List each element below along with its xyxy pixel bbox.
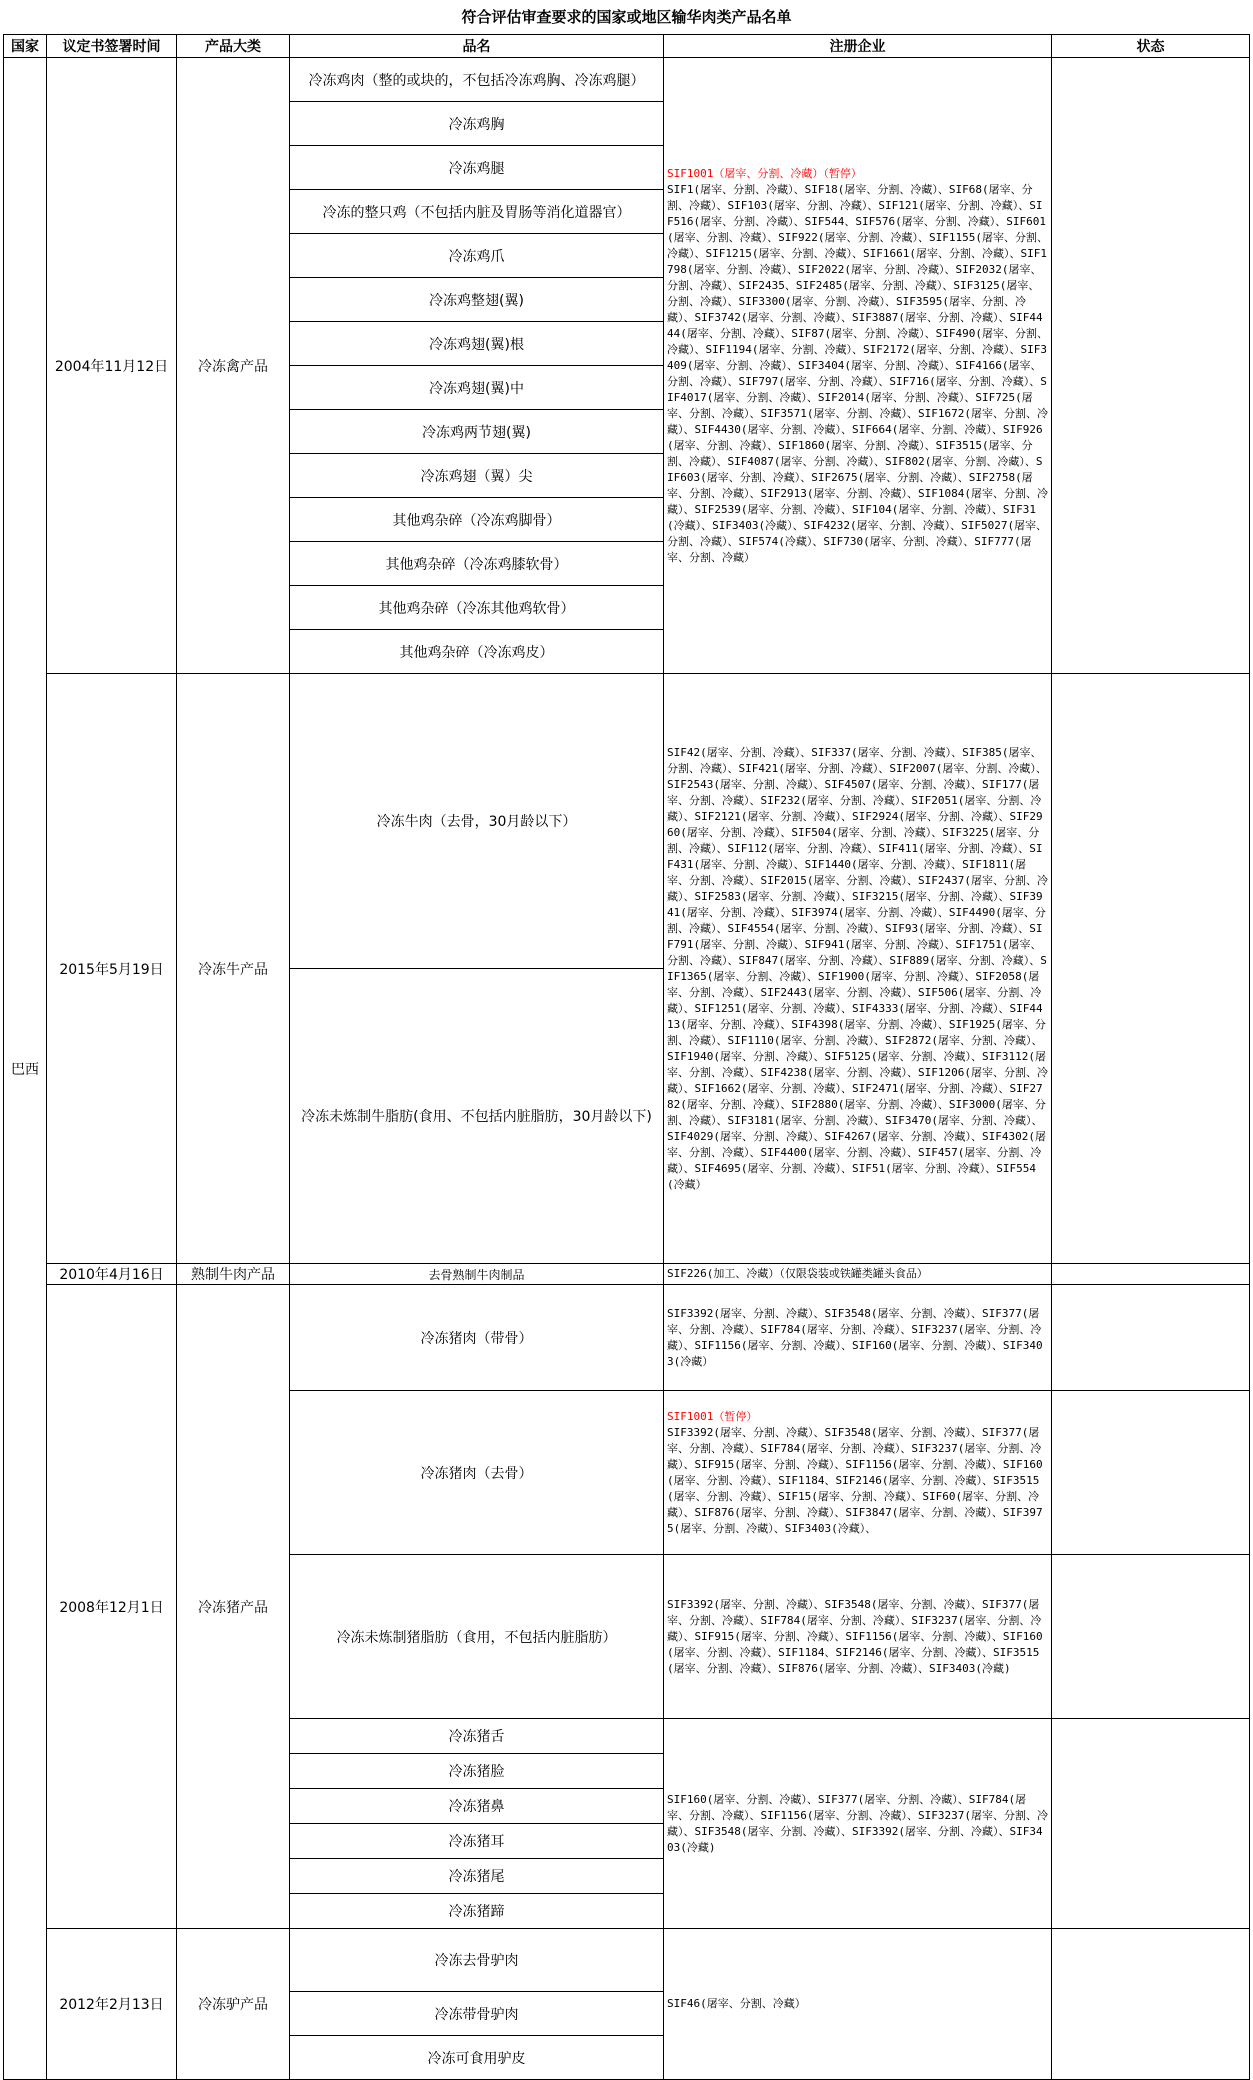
enterprise-cell: SIF160(屠宰、分割、冷藏）、SIF377(屠宰、分割、冷藏）、SIF784(屠宰、分割、冷藏）、SIF1156(屠宰、分割、冷藏）、SIF3237(屠宰、分割、冷藏）、SIF3548(屠宰、分割、冷藏）、SIF3392(屠宰、分割、冷藏）、SIF3403(冷藏) (664, 1719, 1052, 1929)
status-cell (1052, 1285, 1250, 1391)
product-cell: 冷冻鸡翅(翼)根 (290, 322, 664, 366)
table-row (4, 1929, 1250, 1992)
enterprise-cell (664, 58, 1052, 674)
product-cell: 冷冻鸡整翅(翼) (290, 278, 664, 322)
product-cell: 冷冻鸡翅（翼）尖 (290, 454, 664, 498)
date-cell: 2010年4月16日 (47, 1264, 177, 1285)
product-cell: 冷冻的整只鸡（不包括内脏及胃肠等消化道器官） (290, 190, 664, 234)
product-cell: 其他鸡杂碎（冷冻鸡脚骨） (290, 498, 664, 542)
status-cell (1052, 1391, 1250, 1555)
header-country: 国家 (4, 35, 47, 58)
product-cell: 冷冻猪耳 (290, 1824, 664, 1859)
date-cell: 2004年11月12日 (47, 58, 177, 674)
product-cell: 冷冻鸡翅(翼)中 (290, 366, 664, 410)
enterprise-list: SIF3392(屠宰、分割、冷藏）、SIF3548(屠宰、分割、冷藏）、SIF377(屠宰、分割、冷藏）、SIF784(屠宰、分割、冷藏）、SIF3237(屠宰、分割、冷藏）、SIF915(屠宰、分割、冷藏）、SIF1156(屠宰、分割、冷藏）、SIF160(屠宰、分割、冷藏）、SIF1184、SIF2146(屠宰、分割、冷藏）、SIF3515(屠宰、分割、冷藏）、SIF15(屠宰、分割、冷藏）、SIF60(屠宰、分割、冷藏）、SIF876(屠宰、分割、冷藏）、SIF3847(屠宰、分割、冷藏）、SIF3975(屠宰、分割、冷藏）、SIF3403(冷藏）、 (667, 1425, 1043, 1535)
category-cell: 熟制牛肉产品 (177, 1264, 290, 1285)
status-cell (1052, 58, 1250, 674)
header-status: 状态 (1052, 35, 1250, 58)
country-cell: 巴西 (4, 58, 47, 2080)
product-cell: 冷冻带骨驴肉 (290, 1992, 664, 2036)
header-category: 产品大类 (177, 35, 290, 58)
product-cell: 其他鸡杂碎（冷冻鸡皮） (290, 630, 664, 674)
enterprise-cell (664, 1391, 1052, 1555)
product-cell: 其他鸡杂碎（冷冻鸡膝软骨） (290, 542, 664, 586)
header-row (4, 35, 1250, 58)
product-cell: 冷冻猪蹄 (290, 1894, 664, 1929)
product-table (3, 34, 1250, 2080)
status-cell (1052, 1929, 1250, 2080)
category-cell: 冷冻猪产品 (177, 1285, 290, 1929)
product-cell: 冷冻猪舌 (290, 1719, 664, 1754)
enterprise-cell: SIF46(屠宰、分割、冷藏） (664, 1929, 1052, 2080)
enterprise-cell: SIF226(加工、冷藏）（仅限袋装或铁罐类罐头食品） (664, 1264, 1052, 1285)
enterprise-cell: SIF3392(屠宰、分割、冷藏）、SIF3548(屠宰、分割、冷藏）、SIF377(屠宰、分割、冷藏）、SIF784(屠宰、分割、冷藏）、SIF3237(屠宰、分割、冷藏）、SIF1156(屠宰、分割、冷藏）、SIF160(屠宰、分割、冷藏）、SIF3403(冷藏） (664, 1285, 1052, 1391)
status-cell (1052, 1719, 1250, 1929)
product-cell: 其他鸡杂碎（冷冻其他鸡软骨） (290, 586, 664, 630)
suspended-enterprise: SIF1001（屠宰、分割、冷藏）（暂停） (667, 166, 862, 180)
enterprise-cell: SIF42(屠宰、分割、冷藏）、SIF337(屠宰、分割、冷藏）、SIF385(屠宰、分割、冷藏）、SIF421(屠宰、分割、冷藏）、SIF2007(屠宰、分割、冷藏）、SIF2543(屠宰、分割、冷藏）、SIF4507(屠宰、分割、冷藏）、SIF177(屠宰、分割、冷藏）、SIF232(屠宰、分割、冷藏）、SIF2051(屠宰、分割、冷藏）、SIF2121(屠宰、分割、冷藏）、SIF2924(屠宰、分割、冷藏）、SIF2960(屠宰、分割、冷藏）、SIF504(屠宰、分割、冷藏）、SIF3225(屠宰、分割、冷藏）、SIF112(屠宰、分割、冷藏）、SIF411(屠宰、分割、冷藏）、SIF431(屠宰、分割、冷藏）、SIF1440(屠宰、分割、冷藏）、SIF1811(屠宰、分割、冷藏）、SIF2015(屠宰、分割、冷藏）、SIF2437(屠宰、分割、冷藏）、SIF2583(屠宰、分割、冷藏）、SIF3215(屠宰、分割、冷藏）、SIF3941(屠宰、分割、冷藏）、SIF3974(屠宰、分割、冷藏）、SIF4490(屠宰、分割、冷藏）、SIF4554(屠宰、分割、冷藏）、SIF93(屠宰、分割、冷藏）、SIF791(屠宰、分割、冷藏）、SIF941(屠宰、分割、冷藏）、SIF1751(屠宰、分割、冷藏）、SIF847(屠宰、分割、冷藏）、SIF889(屠宰、分割、冷藏）、SIF1365(屠宰、分割、冷藏）、SIF1900(屠宰、分割、冷藏）、SIF2058(屠宰、分割、冷藏）、SIF2443(屠宰、分割、冷藏）、SIF506(屠宰、分割、冷藏）、SIF1251(屠宰、分割、冷藏）、SIF4333(屠宰、分割、冷藏）、SIF4413(屠宰、分割、冷藏）、SIF4398(屠宰、分割、冷藏）、SIF1925(屠宰、分割、冷藏）、SIF1110(屠宰、分割、冷藏）、SIF2872(屠宰、分割、冷藏）、SIF1940(屠宰、分割、冷藏）、SIF5125(屠宰、分割、冷藏）、SIF3112(屠宰、分割、冷藏）、SIF4238(屠宰、分割、冷藏）、SIF1206(屠宰、分割、冷藏）、SIF1662(屠宰、分割、冷藏）、SIF2471(屠宰、分割、冷藏）、SIF2782(屠宰、分割、冷藏）、SIF2880(屠宰、分割、冷藏）、SIF3000(屠宰、分割、冷藏）、SIF3181(屠宰、分割、冷藏）、SIF3470(屠宰、分割、冷藏）、SIF4029(屠宰、分割、冷藏）、SIF4267(屠宰、分割、冷藏）、SIF4302(屠宰、分割、冷藏）、SIF4400(屠宰、分割、冷藏）、SIF457(屠宰、分割、冷藏）、SIF4695(屠宰、分割、冷藏）、SIF51(屠宰、分割、冷藏）、SIF554(冷藏） (664, 674, 1052, 1264)
enterprise-list: SIF1(屠宰、分割、冷藏）、SIF18(屠宰、分割、冷藏）、SIF68(屠宰、分割、冷藏）、SIF103(屠宰、分割、冷藏）、SIF121(屠宰、分割、冷藏）、SIF516(屠宰、分割、冷藏）、SIF544、SIF576(屠宰、分割、冷藏）、SIF601(屠宰、分割、冷藏）、SIF922(屠宰、分割、冷藏）、SIF1155(屠宰、分割、冷藏）、SIF1215(屠宰、分割、冷藏）、SIF1661(屠宰、分割、冷藏）、SIF1798(屠宰、分割、冷藏）、SIF2022(屠宰、分割、冷藏）、SIF2032(屠宰、分割、冷藏）、SIF2435、SIF2485(屠宰、分割、冷藏）、SIF3125(屠宰、分割、冷藏）、SIF3300(屠宰、分割、冷藏）、SIF3595(屠宰、分割、冷藏）、SIF3742(屠宰、分割、冷藏）、SIF3887(屠宰、分割、冷藏）、SIF4444(屠宰、分割、冷藏）、SIF87(屠宰、分割、冷藏）、SIF490(屠宰、分割、冷藏）、SIF1194(屠宰、分割、冷藏）、SIF2172(屠宰、分割、冷藏）、SIF3409(屠宰、分割、冷藏）、SIF3404(屠宰、分割、冷藏）、SIF4166(屠宰、分割、冷藏）、SIF797(屠宰、分割、冷藏）、SIF716(屠宰、分割、冷藏）、SIF4017(屠宰、分割、冷藏）、SIF2014(屠宰、分割、冷藏）、SIF725(屠宰、分割、冷藏）、SIF3571(屠宰、分割、冷藏）、SIF1672(屠宰、分割、冷藏）、SIF4430(屠宰、分割、冷藏）、SIF664(屠宰、分割、冷藏）、SIF926(屠宰、分割、冷藏）、SIF1860(屠宰、分割、冷藏）、SIF3515(屠宰、分割、冷藏）、SIF4087(屠宰、分割、冷藏）、SIF802(屠宰、分割、冷藏）、SIF603(屠宰、分割、冷藏）、SIF2675(屠宰、分割、冷藏）、SIF2758(屠宰、分割、冷藏）、SIF2913(屠宰、分割、冷藏）、SIF1084(屠宰、分割、冷藏）、SIF2539(屠宰、分割、冷藏）、SIF104(屠宰、分割、冷藏）、SIF31(冷藏）、SIF3403(冷藏）、SIF4232(屠宰、分割、冷藏）、SIF5027(屠宰、分割、冷藏）、SIF574(冷藏）、SIF730(屠宰、分割、冷藏）、SIF777(屠宰、分割、冷藏） (667, 182, 1048, 564)
date-cell: 2015年5月19日 (47, 674, 177, 1264)
product-cell: 冷冻未炼制牛脂肪(食用、不包括内脏脂肪，30月龄以下) (290, 969, 664, 1264)
product-cell: 冷冻猪肉（去骨） (290, 1391, 664, 1555)
date-cell: 2012年2月13日 (47, 1929, 177, 2080)
date-cell: 2008年12月1日 (47, 1285, 177, 1929)
category-cell: 冷冻禽产品 (177, 58, 290, 674)
header-enterprise: 注册企业 (664, 35, 1052, 58)
enterprise-cell: SIF3392(屠宰、分割、冷藏）、SIF3548(屠宰、分割、冷藏）、SIF377(屠宰、分割、冷藏）、SIF784(屠宰、分割、冷藏）、SIF3237(屠宰、分割、冷藏）、SIF915(屠宰、分割、冷藏）、SIF1156(屠宰、分割、冷藏）、SIF160(屠宰、分割、冷藏）、SIF1184、SIF2146(屠宰、分割、冷藏）、SIF3515(屠宰、分割、冷藏）、SIF876(屠宰、分割、冷藏）、SIF3403(冷藏) (664, 1555, 1052, 1719)
product-cell: 冷冻猪肉（带骨） (290, 1285, 664, 1391)
product-cell: 冷冻鸡爪 (290, 234, 664, 278)
table-row (4, 1285, 1250, 1391)
header-product: 品名 (290, 35, 664, 58)
product-cell: 冷冻鸡腿 (290, 146, 664, 190)
category-cell: 冷冻驴产品 (177, 1929, 290, 2080)
product-cell: 冷冻未炼制猪脂肪（食用，不包括内脏脂肪） (290, 1555, 664, 1719)
status-cell (1052, 674, 1250, 1264)
product-cell: 冷冻鸡两节翅(翼) (290, 410, 664, 454)
suspended-enterprise: SIF1001（暂停） (667, 1409, 758, 1423)
sheet-title: 符合评估审查要求的国家或地区输华肉类产品名单 (461, 8, 792, 26)
product-cell: 冷冻去骨驴肉 (290, 1929, 664, 1992)
header-date: 议定书签署时间 (47, 35, 177, 58)
product-cell: 去骨熟制牛肉制品 (290, 1264, 664, 1285)
product-cell: 冷冻牛肉（去骨，30月龄以下） (290, 674, 664, 969)
product-cell: 冷冻猪尾 (290, 1859, 664, 1894)
product-cell: 冷冻猪鼻 (290, 1789, 664, 1824)
product-cell: 冷冻鸡胸 (290, 102, 664, 146)
table-row (4, 58, 1250, 102)
category-cell: 冷冻牛产品 (177, 674, 290, 1264)
status-cell (1052, 1264, 1250, 1285)
product-cell: 冷冻猪脸 (290, 1754, 664, 1789)
table-row (4, 1264, 1250, 1285)
product-cell: 冷冻鸡肉（整的或块的，不包括冷冻鸡胸、冷冻鸡腿） (290, 58, 664, 102)
product-cell: 冷冻可食用驴皮 (290, 2036, 664, 2080)
status-cell (1052, 1555, 1250, 1719)
table-row (4, 674, 1250, 969)
